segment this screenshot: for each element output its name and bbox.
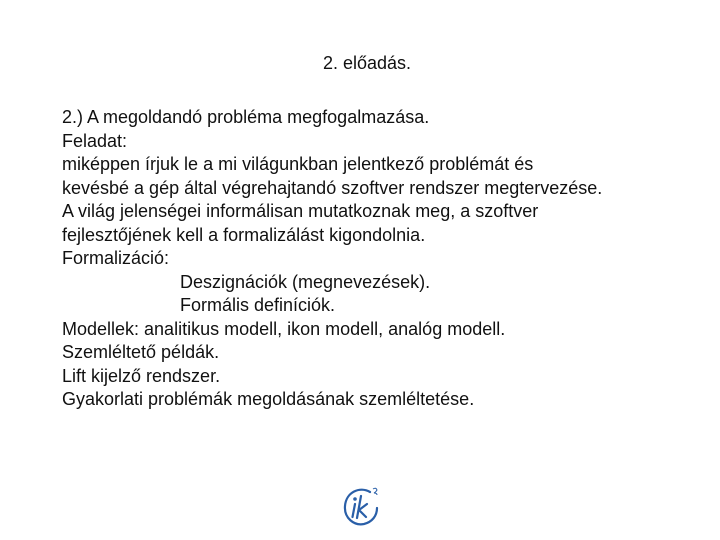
ik-logo-icon	[340, 484, 382, 530]
body-line: A világ jelenségei informálisan mutatkoznak meg, a szoftver	[62, 201, 539, 221]
body-line-indented: Formális definíciók.	[180, 295, 336, 315]
body-line-feladat: Feladat:	[62, 130, 128, 151]
slide-body	[62, 106, 712, 412]
body-line: Modellek: analitikus modell, ikon modell, analóg modell.	[62, 318, 506, 339]
body-line: Gyakorlati problémák megoldásának szemléltetése.	[62, 389, 475, 409]
body-line-heading: 2.) A megoldandó probléma megfogalmazása.	[62, 107, 430, 127]
body-line-indented: Deszignációk (megnevezések).	[180, 271, 431, 292]
body-line: fejlesztőjének kell a formalizálást kigondolnia.	[62, 224, 426, 245]
slide-title: 2. előadás.	[322, 53, 412, 73]
body-line-formalizacio: Formalizáció:	[62, 248, 170, 268]
body-line: miképpen írjuk le a mi világunkban jelentkező problémát és	[62, 154, 534, 174]
body-line: kevésbé a gép által végrehajtandó szoftver rendszer megtervezése.	[62, 177, 603, 198]
body-line: Lift kijelző rendszer.	[62, 365, 221, 386]
body-line: Szemléltető példák.	[62, 342, 220, 362]
